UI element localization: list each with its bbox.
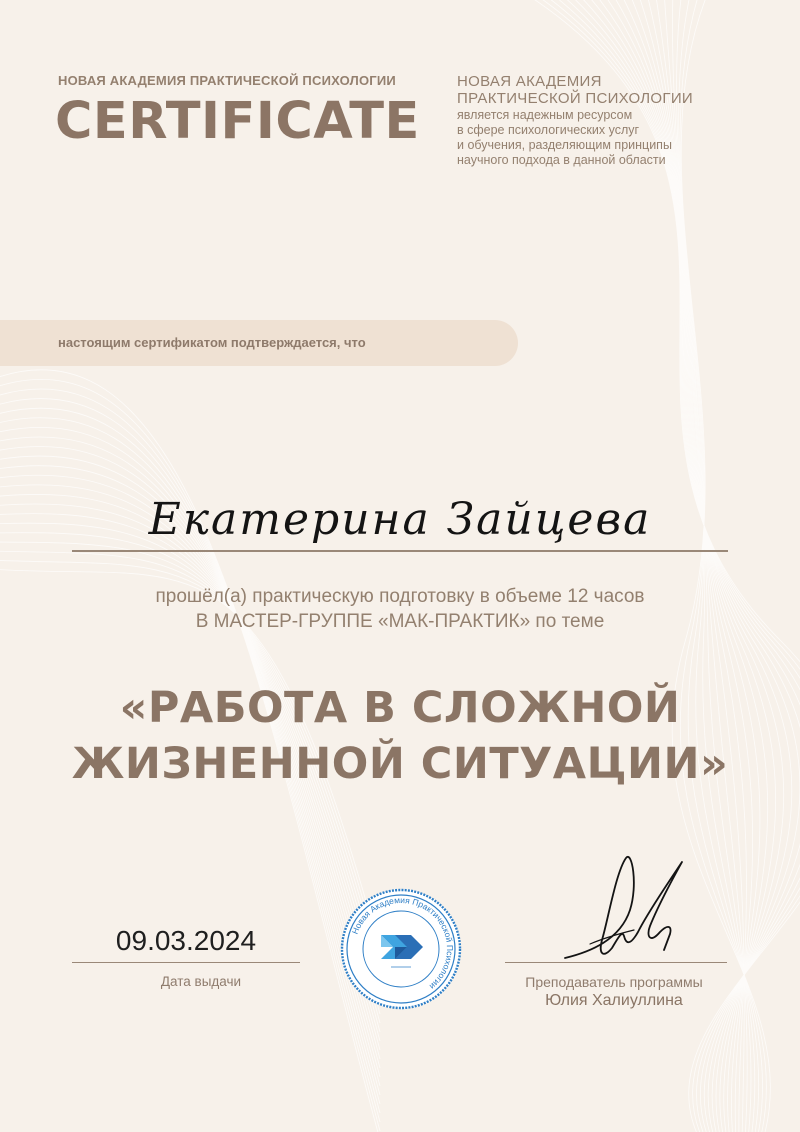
org-desc-line3: и обучения, разделяющим принципы <box>457 138 672 152</box>
topic-line2: ЖИЗНЕННОЙ СИТУАЦИИ» <box>71 739 729 789</box>
instructor-label: Преподаватель программы <box>525 974 703 990</box>
date-underline <box>72 962 300 963</box>
recipient-name: Екатерина Зайцева <box>148 494 652 545</box>
confirmation-text: настоящим сертификатом подтверждается, что <box>58 335 366 350</box>
org-name-line2: ПРАКТИЧЕСКОЙ ПСИХОЛОГИИ <box>457 90 693 107</box>
signature-underline <box>505 962 727 963</box>
org-name-line1: НОВАЯ АКАДЕМИЯ <box>457 73 602 90</box>
org-name-caps: НОВАЯ АКАДЕМИЯ ПРАКТИЧЕСКОЙ ПСИХОЛОГИИ <box>58 73 396 88</box>
course-topic <box>20 680 780 792</box>
academy-seal <box>339 887 463 1011</box>
handwritten-signature <box>560 840 700 980</box>
description-line2: В МАСТЕР-ГРУППЕ «МАК-ПРАКТИК» по теме <box>195 611 605 632</box>
seal-ring-text: Новая Академия Практической Психологии <box>349 894 456 992</box>
org-desc-line2: в сфере психологических услуг <box>457 123 640 137</box>
org-desc-line4: научного подхода в данной области <box>457 153 666 167</box>
instructor-name: Юлия Халиуллина <box>545 992 683 1009</box>
issue-date-label: Дата выдачи <box>160 974 242 989</box>
org-desc-line1: является надежным ресурсом <box>457 108 633 122</box>
org-info-block <box>457 73 757 167</box>
name-underline <box>72 550 728 552</box>
description-line1: прошёл(а) практическую подготовку в объеме 12 часов <box>155 586 645 607</box>
course-description <box>40 584 760 634</box>
issue-date: 09.03.2024 <box>115 925 257 956</box>
topic-line1: «РАБОТА В СЛОЖНОЙ <box>119 683 681 733</box>
certificate-title: CERTIFICATE <box>55 92 420 151</box>
